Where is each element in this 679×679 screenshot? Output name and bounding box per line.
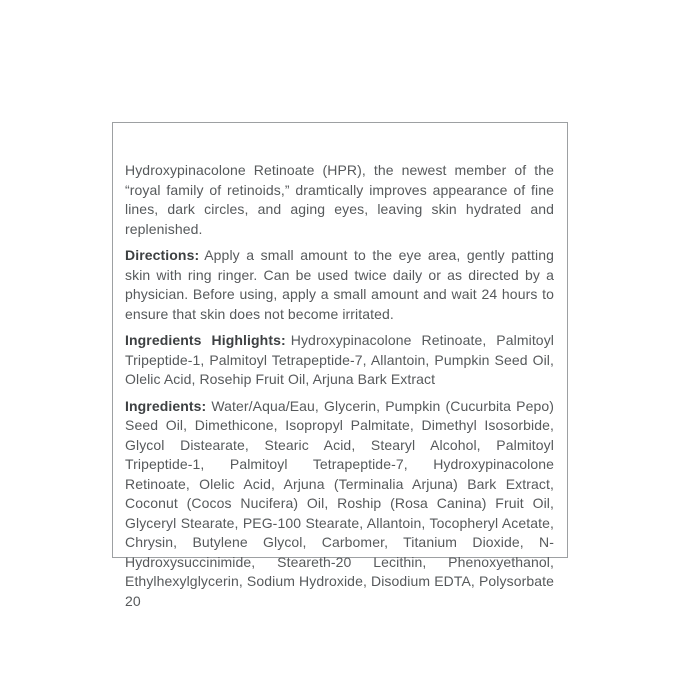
intro-paragraph xyxy=(125,161,554,239)
ingredients-highlights-text: Hydroxypinacolone Retinoate, Palmitoyl Tripeptide-1, Palmitoyl Tetrapeptide-7, Allantoin, Pumpkin Seed Oil, Olelic Acid, Rosehip Fruit Oil, Arjuna Bark Extract xyxy=(125,332,555,387)
ingredients-text: Water/Aqua/Eau, Glycerin, Pumpkin (Cucurbita Pepo) Seed Oil, Dimethicone, Isopropyl Palmitate, Dimethyl Isosorbide, Glycol Distearate, Stearic Acid, Stearyl Alcohol, Palmitoyl Tripeptide-1, Palmitoyl Tetrapeptide-7, Hydroxypinacolone Retinoate, Olelic Acid, Arjuna (Terminalia Arjuna) Bark Extract, Coconut (Cocos Nucifera) Oil, Roship (Rosa Canina) Fruit Oil, Glyceryl Stearate, PEG-100 Stearate, Allantoin, Tocopheryl Acetate, Chrysin, Butylene Glycol, Carbomer, Titanium Dioxide, N-Hydroxysuccinimide, Steareth-20 Lecithin, Phenoxyethanol, Ethylhexylglycerin, Sodium Hydroxide, Disodium EDTA, Polysorbate 20 xyxy=(125,397,554,609)
intro-paragraph-text: Hydroxypinacolone Retinoate (HPR), the newest member of the “royal family of retinoids,” dramtically improves appearance of fine lines, dark circles, and aging eyes, leaving skin hydrated and replenished. xyxy=(125,162,554,237)
ingredients-label: Ingredients: xyxy=(125,397,207,414)
directions-text: Apply a small amount to the eye area, gently patting skin with ring ringer. Can be used twice daily or as directed by a physician. Before using, apply a small amount and wait 24 hours to ensure that skin does not become irritated. xyxy=(125,247,554,322)
ingredients-highlights-label: Ingredients Highlights: xyxy=(125,332,286,348)
ingredients-paragraph xyxy=(125,397,554,612)
product-label-card xyxy=(112,122,568,609)
ingredients-highlights-paragraph xyxy=(125,331,554,390)
directions-paragraph xyxy=(125,246,554,324)
directions-label: Directions: xyxy=(125,247,200,263)
